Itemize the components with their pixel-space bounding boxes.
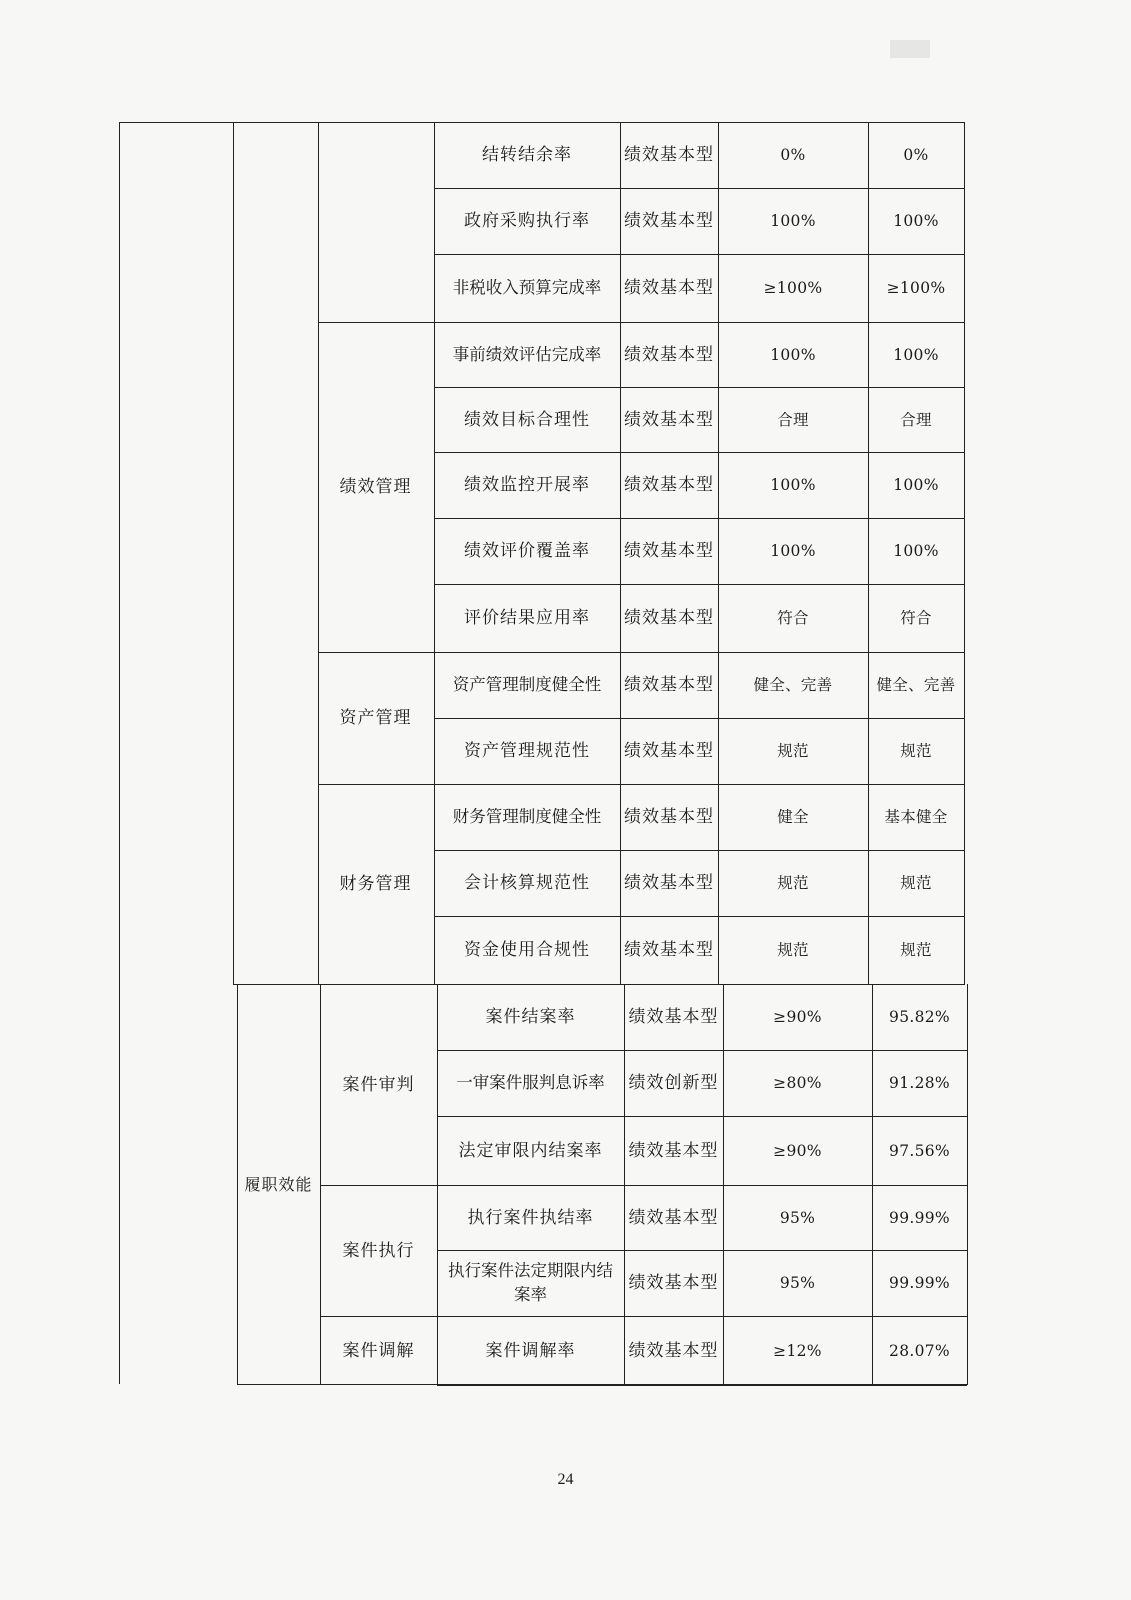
table-border-left <box>119 122 120 1384</box>
indicator-cell: 法定审限内结案率 <box>458 1140 603 1161</box>
actual-cell: 99.99% <box>889 1274 950 1292</box>
group-case-execution: 案件执行 <box>342 1240 415 1261</box>
actual-cell: 28.07% <box>889 1341 950 1360</box>
actual-cell: 基本健全 <box>884 808 948 826</box>
type-cell: 绩效基本型 <box>624 541 714 561</box>
col-rule <box>964 784 965 850</box>
indicator-cell: 结转结余率 <box>482 145 572 165</box>
target-cell: 健全、完善 <box>753 676 833 694</box>
actual-cell: 符合 <box>900 609 932 627</box>
group-rule <box>320 1316 437 1317</box>
indicator-cell: 评价结果应用率 <box>464 608 590 628</box>
indicator-cell: 非税收入预算完成率 <box>452 278 602 297</box>
indicator-cell: 事前绩效评估完成率 <box>452 344 602 364</box>
group-duty-effectiveness: 履职效能 <box>244 1174 313 1194</box>
indicator-cell: 执行案件执结率 <box>467 1207 594 1228</box>
target-cell: 规范 <box>777 941 809 959</box>
group-rule <box>318 784 434 785</box>
indicator-cell: 绩效监控开展率 <box>464 475 590 495</box>
indicator-cell: 财务管理制度健全性 <box>452 807 602 826</box>
type-cell: 绩效基本型 <box>628 1340 719 1361</box>
type-cell: 绩效基本型 <box>624 807 714 827</box>
target-cell: 100% <box>770 476 816 494</box>
col-rule <box>967 1250 968 1316</box>
indicator-cell: 资产管理规范性 <box>464 741 590 761</box>
actual-cell: 100% <box>893 542 939 560</box>
target-cell: 95% <box>779 1274 816 1292</box>
actual-cell: 99.99% <box>889 1208 950 1227</box>
type-cell: 绩效基本型 <box>628 1273 719 1293</box>
type-cell: 绩效基本型 <box>624 344 714 365</box>
indicator-cell: 资金使用合规性 <box>464 940 590 960</box>
indicator-cell: 政府采购执行率 <box>464 211 590 231</box>
target-cell: 符合 <box>777 609 809 627</box>
target-cell: 合理 <box>777 410 809 429</box>
actual-cell: 规范 <box>900 874 932 892</box>
target-cell: ≥90% <box>773 1141 822 1160</box>
actual-cell: 97.56% <box>889 1141 950 1160</box>
group-case-mediation: 案件调解 <box>342 1340 415 1361</box>
col-rule <box>964 452 965 518</box>
actual-cell: 0% <box>903 146 929 164</box>
type-cell: 绩效基本型 <box>624 409 714 430</box>
actual-cell: 规范 <box>900 742 932 760</box>
indicator-cell: 案件调解率 <box>485 1340 576 1361</box>
actual-cell: 100% <box>893 212 939 230</box>
target-cell: 规范 <box>777 742 809 760</box>
type-cell: 绩效基本型 <box>628 1207 719 1228</box>
indicator-cell: 案件结案率 <box>485 1007 576 1027</box>
target-cell: 100% <box>770 212 816 230</box>
group-rule <box>318 652 434 653</box>
type-cell: 绩效基本型 <box>624 675 714 695</box>
target-cell: 100% <box>770 345 816 364</box>
group-rule <box>320 1185 437 1186</box>
target-cell: 0% <box>780 146 806 164</box>
type-cell: 绩效基本型 <box>624 278 714 298</box>
target-cell: 95% <box>779 1208 816 1227</box>
col-rule <box>967 1050 968 1116</box>
table-divider-col2-upper <box>233 122 234 984</box>
group-case-trial: 案件审判 <box>342 1074 415 1095</box>
col-rule <box>967 984 968 1050</box>
col-rule <box>967 1185 968 1250</box>
type-cell: 绩效基本型 <box>624 608 714 628</box>
col-rule <box>964 322 965 387</box>
type-cell: 绩效基本型 <box>624 940 714 960</box>
col-rule <box>964 652 965 718</box>
indicator-cell: 执行案件法定期限内结案率 <box>448 1261 613 1304</box>
target-cell: ≥90% <box>773 1008 822 1026</box>
target-cell: ≥100% <box>763 279 823 297</box>
actual-cell: 100% <box>893 345 939 364</box>
actual-cell: 95.82% <box>889 1008 950 1026</box>
col-rule <box>964 718 965 784</box>
actual-cell: 91.28% <box>889 1074 950 1092</box>
col-rule <box>964 188 965 254</box>
col-rule <box>964 850 965 916</box>
type-cell: 绩效基本型 <box>624 741 714 761</box>
type-cell: 绩效基本型 <box>628 1140 719 1161</box>
indicator-cell: 会计核算规范性 <box>464 873 590 893</box>
actual-cell: 规范 <box>900 941 932 959</box>
group-finance-management: 财务管理 <box>339 874 412 894</box>
col-rule <box>964 122 965 188</box>
page-number: 24 <box>557 1471 574 1488</box>
type-cell: 绩效基本型 <box>628 1007 719 1027</box>
indicator-cell: 资产管理制度健全性 <box>452 675 602 694</box>
actual-cell: ≥100% <box>886 279 946 297</box>
actual-cell: 合理 <box>900 410 932 429</box>
col-rule <box>964 916 965 984</box>
col-rule <box>964 584 965 652</box>
indicator-cell: 绩效目标合理性 <box>464 409 590 430</box>
col-rule <box>967 1116 968 1185</box>
col-rule <box>964 518 965 584</box>
group-asset-management: 资产管理 <box>339 708 412 728</box>
row-rule <box>437 1385 967 1386</box>
target-cell: 100% <box>770 542 816 560</box>
group-performance-management: 绩效管理 <box>339 477 412 497</box>
group-col-rule-upper <box>318 122 319 984</box>
actual-cell: 健全、完善 <box>876 676 956 694</box>
col-rule <box>964 254 965 322</box>
type-cell: 绩效基本型 <box>624 211 714 231</box>
col-rule <box>964 387 965 452</box>
indicator-cell: 一审案件服判息诉率 <box>456 1073 605 1092</box>
target-cell: ≥12% <box>773 1341 822 1360</box>
type-cell: 绩效创新型 <box>628 1073 719 1093</box>
target-cell: 健全 <box>777 808 809 826</box>
col-rule <box>967 1316 968 1385</box>
target-cell: ≥80% <box>773 1074 822 1092</box>
type-cell: 绩效基本型 <box>624 145 714 165</box>
indicator-cell: 绩效评价覆盖率 <box>464 541 590 561</box>
type-cell: 绩效基本型 <box>624 873 714 893</box>
type-cell: 绩效基本型 <box>624 475 714 495</box>
group-rule <box>318 322 434 323</box>
actual-cell: 100% <box>893 476 939 494</box>
target-cell: 规范 <box>777 874 809 892</box>
